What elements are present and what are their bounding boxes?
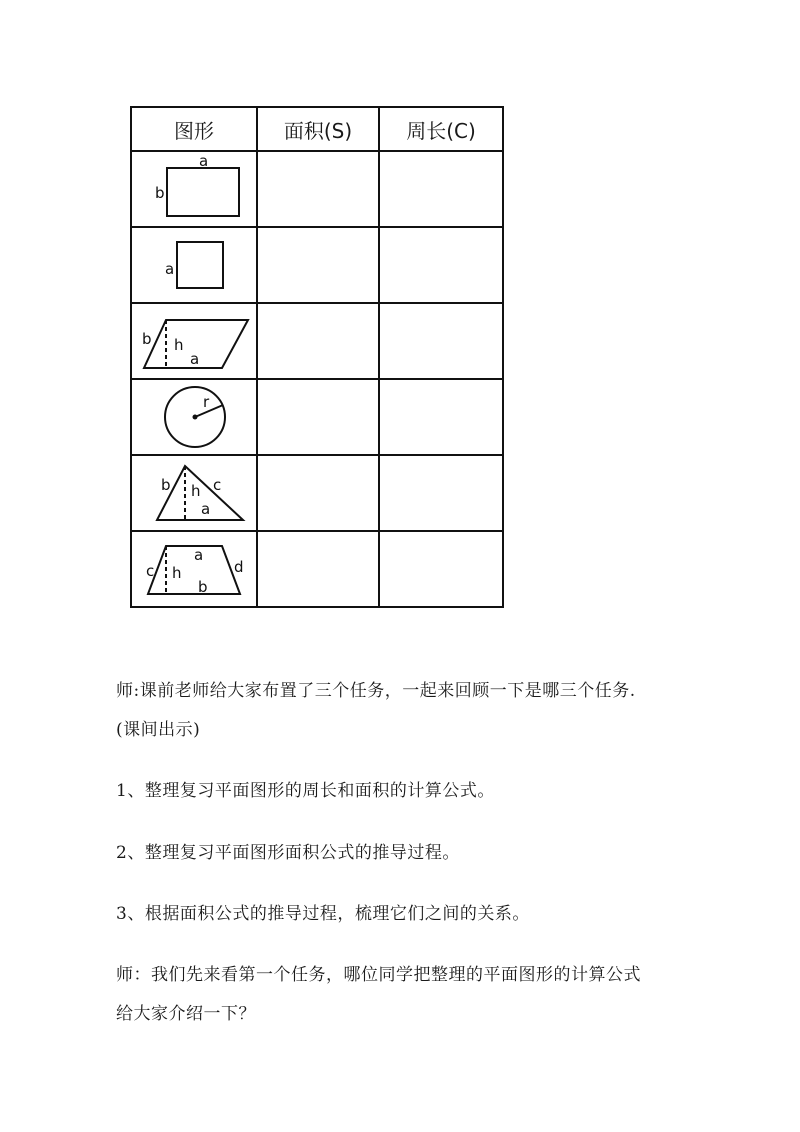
perimeter-cell[interactable] bbox=[379, 531, 503, 607]
shape-cell bbox=[131, 455, 257, 531]
header-area: 面积(S) bbox=[257, 107, 379, 151]
perimeter-cell[interactable] bbox=[379, 303, 503, 379]
shape-cell bbox=[131, 151, 257, 227]
paragraph-task-3: 3、根据面积公式的推导过程，梳理它们之间的关系。 bbox=[116, 904, 530, 924]
rectangle-label-a: a bbox=[199, 156, 209, 170]
table-row bbox=[131, 227, 503, 303]
shape-cell bbox=[131, 303, 257, 379]
paragraph-task-1: 1、整理复习平面图形的周长和面积的计算公式。 bbox=[116, 781, 495, 801]
circle-label-r: r bbox=[203, 393, 210, 411]
table-row bbox=[131, 151, 503, 227]
area-cell[interactable] bbox=[257, 379, 379, 455]
paragraph-teacher-question: 师：我们先来看第一个任务，哪位同学把整理的平面图形的计算公式 bbox=[116, 965, 641, 985]
header-shape: 图形 bbox=[131, 107, 257, 151]
table-row bbox=[131, 379, 503, 455]
triangle-label-a: a bbox=[201, 500, 211, 518]
trapezoid-label-h: h bbox=[172, 564, 182, 582]
trapezoid-label-c: c bbox=[146, 562, 155, 580]
shape-cell bbox=[131, 379, 257, 455]
parallelogram-figure bbox=[136, 308, 252, 374]
trapezoid-label-a: a bbox=[194, 546, 204, 564]
area-cell[interactable] bbox=[257, 151, 379, 227]
perimeter-cell[interactable] bbox=[379, 379, 503, 455]
trapezoid-label-d: d bbox=[234, 558, 244, 576]
rectangle-label-b: b bbox=[155, 184, 165, 202]
paragraph-class-display: (课间出示) bbox=[116, 720, 201, 740]
paragraph-teacher-intro: 师:课前老师给大家布置了三个任务，一起来回顾一下是哪三个任务. bbox=[116, 681, 636, 701]
triangle-figure bbox=[139, 460, 249, 526]
square-label-a: a bbox=[165, 260, 175, 278]
paragraph-task-2: 2、整理复习平面图形面积公式的推导过程。 bbox=[116, 843, 460, 863]
triangle-label-c: c bbox=[213, 476, 222, 494]
rectangle-figure bbox=[139, 156, 249, 222]
shape-cell bbox=[131, 531, 257, 607]
table-row bbox=[131, 455, 503, 531]
perimeter-cell[interactable] bbox=[379, 455, 503, 531]
triangle-label-b: b bbox=[161, 476, 171, 494]
trapezoid-label-b: b bbox=[198, 578, 208, 596]
triangle-label-h: h bbox=[191, 482, 201, 500]
perimeter-cell[interactable] bbox=[379, 227, 503, 303]
circle-figure bbox=[139, 383, 249, 451]
table-row bbox=[131, 303, 503, 379]
area-cell[interactable] bbox=[257, 303, 379, 379]
parallelogram-label-h: h bbox=[174, 336, 184, 354]
perimeter-cell[interactable] bbox=[379, 151, 503, 227]
area-cell[interactable] bbox=[257, 455, 379, 531]
square-figure bbox=[139, 232, 249, 298]
table-header-row bbox=[131, 107, 503, 151]
header-perimeter: 周长(C) bbox=[379, 107, 503, 151]
formula-table bbox=[130, 106, 504, 608]
paragraph-teacher-question-cont: 给大家介绍一下？ bbox=[116, 1004, 256, 1024]
shape-cell bbox=[131, 227, 257, 303]
table-row bbox=[131, 531, 503, 607]
parallelogram-label-b: b bbox=[142, 330, 152, 348]
area-cell[interactable] bbox=[257, 531, 379, 607]
area-cell[interactable] bbox=[257, 227, 379, 303]
parallelogram-label-a: a bbox=[190, 350, 200, 368]
trapezoid-figure bbox=[136, 536, 252, 602]
